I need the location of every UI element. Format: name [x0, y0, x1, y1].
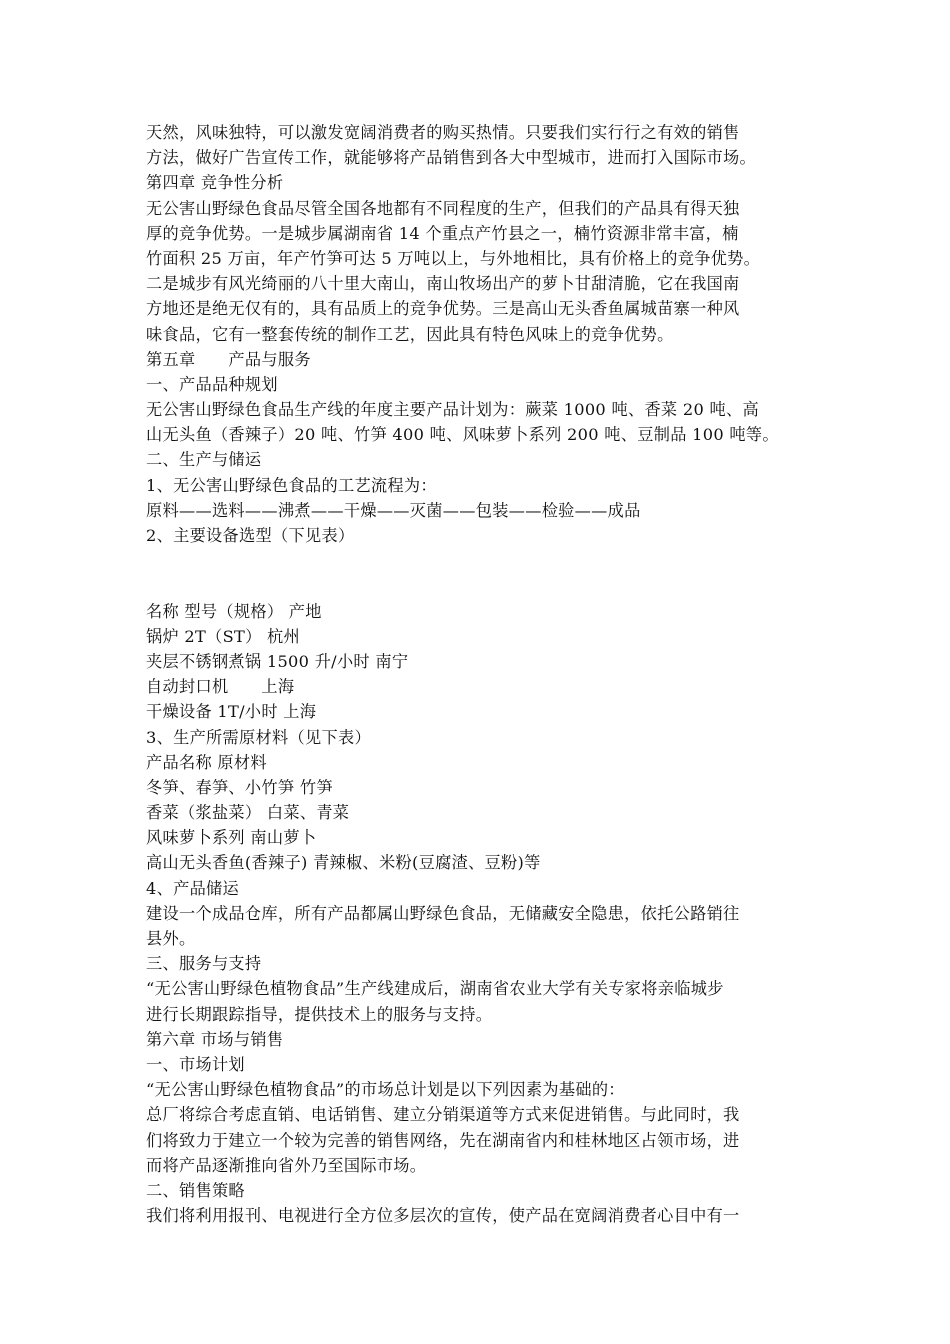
text-line: 干燥设备 1T/小时 上海 — [146, 702, 317, 722]
text-line: 而将产品逐渐推向省外乃至国际市场。 — [146, 1155, 427, 1175]
text-line: 名称 型号（规格） 产地 — [146, 601, 322, 621]
text-line: 三、服务与支持 — [146, 954, 262, 974]
text-line: 原料——选料——沸煮——干燥——灭菌——包装——检验——成品 — [146, 500, 641, 520]
text-line: 4、产品储运 — [146, 878, 240, 898]
text-line: 二、生产与储运 — [146, 450, 262, 470]
text-line: 3、生产所需原材料（见下表） — [146, 727, 371, 747]
text-line: “无公害山野绿色植物食品”生产线建成后，湖南省农业大学有关专家将亲临城步 — [146, 979, 724, 999]
text-line: 一、市场计划 — [146, 1054, 245, 1074]
text-line: 无公害山野绿色食品尽管全国各地都有不同程度的生产，但我们的产品具有得天独 — [146, 198, 740, 218]
text-line: “无公害山野绿色植物食品”的市场总计划是以下列因素为基础的： — [146, 1080, 625, 1100]
text-line: 1、无公害山野绿色食品的工艺流程为： — [146, 475, 437, 495]
text-line: 县外。 — [146, 929, 196, 949]
text-line: 建设一个成品仓库，所有产品都属山野绿色食品，无储藏安全隐患，依托公路销往 — [146, 903, 740, 923]
document-page — [146, 120, 826, 1228]
text-line: 夹层不锈钢煮锅 1500 升/小时 南宁 — [146, 651, 409, 671]
text-line: 香菜（浆盐菜） 白菜、青菜 — [146, 803, 350, 823]
text-line: 第四章 竞争性分析 — [146, 173, 284, 193]
text-line: 味食品，它有一整套传统的制作工艺，因此具有特色风味上的竞争优势。 — [146, 324, 674, 344]
text-line: 冬笋、春笋、小竹笋 竹笋 — [146, 777, 333, 797]
text-line: 方地还是绝无仅有的，具有品质上的竞争优势。三是高山无头香鱼属城苗寨一种风 — [146, 299, 740, 319]
text-line: 产品名称 原材料 — [146, 752, 267, 772]
text-line: 我们将利用报刊、电视进行全方位多层次的宣传，使产品在宽阔消费者心目中有一 — [146, 1206, 740, 1226]
text-line: 们将致力于建立一个较为完善的销售网络，先在湖南省内和桂林地区占领市场，进 — [146, 1130, 740, 1150]
text-line: 二、销售策略 — [146, 1180, 245, 1200]
document-text-block-bottom — [146, 599, 826, 1229]
text-line: 竹面积 25 万亩，年产竹笋可达 5 万吨以上，与外地相比，具有价格上的竞争优势。 — [146, 248, 761, 268]
text-line: 天然，风味独特，可以激发宽阔消费者的购买热情。只要我们实行行之有效的销售 — [146, 123, 740, 142]
text-line: 山无头鱼（香辣子）20 吨、竹笋 400 吨、风味萝卜系列 200 吨、豆制品 100 吨等。 — [146, 425, 779, 445]
text-line: 方法，做好广告宣传工作，就能够将产品销售到各大中型城市，进而打入国际市场。 — [146, 148, 757, 168]
text-line: 锅炉 2T（ST） 杭州 — [146, 626, 300, 646]
text-line: 自动封口机 上海 — [146, 677, 295, 697]
text-line: 第六章 市场与销售 — [146, 1029, 284, 1049]
text-line: 进行长期跟踪指导，提供技术上的服务与支持。 — [146, 1004, 493, 1024]
text-line: 无公害山野绿色食品生产线的年度主要产品计划为：蕨菜 1000 吨、香菜 20 吨、高 — [146, 400, 759, 420]
text-line: 第五章 产品与服务 — [146, 349, 311, 369]
text-line: 总厂将综合考虑直销、电话销售、建立分销渠道等方式来促进销售。与此同时，我 — [146, 1105, 740, 1125]
blank-gap — [146, 548, 826, 598]
text-line: 高山无头香鱼(香辣子) 青辣椒、米粉(豆腐渣、豆粉)等 — [146, 853, 541, 873]
text-line: 厚的竞争优势。一是城步属湖南省 14 个重点产竹县之一，楠竹资源非常丰富，楠 — [146, 223, 739, 243]
text-line: 一、产品品种规划 — [146, 374, 278, 394]
text-line: 风味萝卜系列 南山萝卜 — [146, 828, 317, 848]
text-line: 二是城步有风光绮丽的八十里大南山，南山牧场出产的萝卜甘甜清脆，它在我国南 — [146, 274, 740, 294]
document-text-block-top — [146, 120, 826, 548]
text-line: 2、主要设备选型（下见表） — [146, 526, 355, 545]
